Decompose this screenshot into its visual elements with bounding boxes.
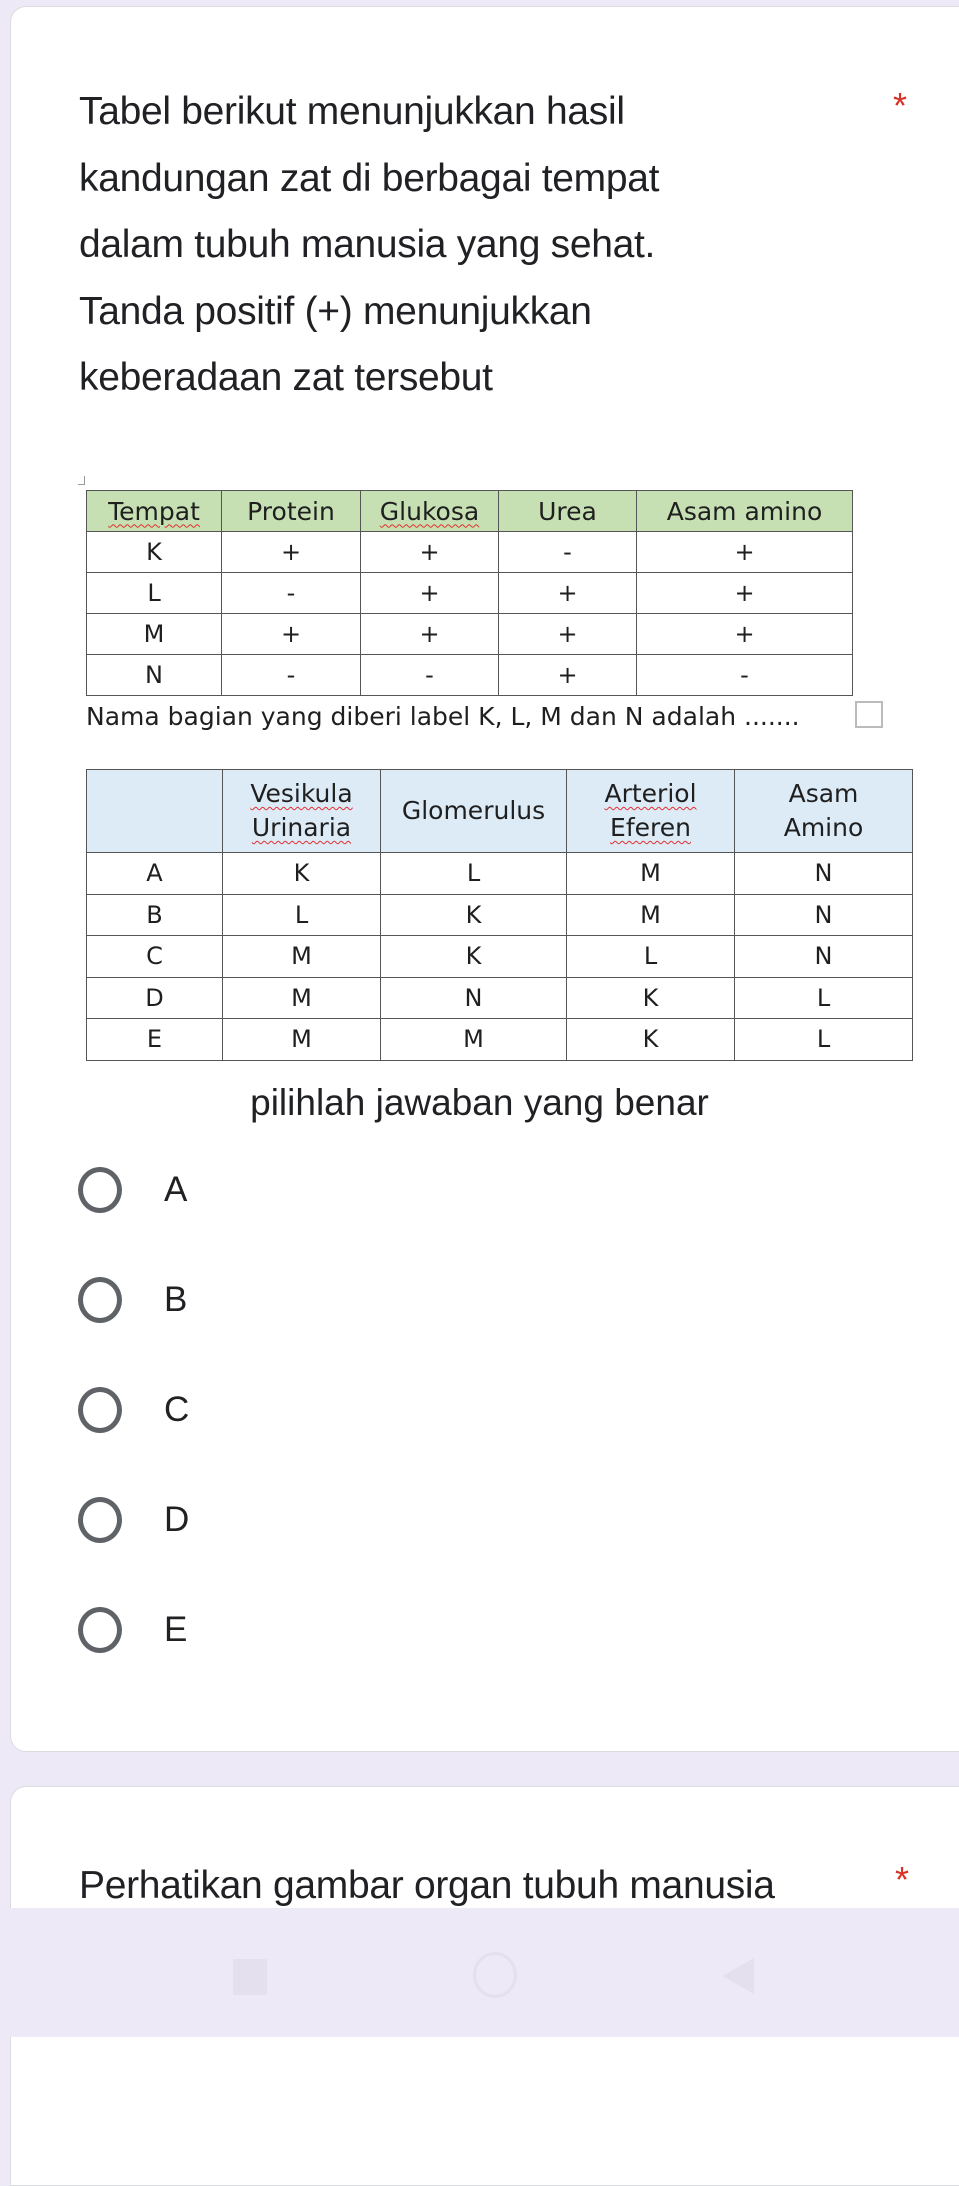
table-header-row bbox=[87, 491, 853, 532]
table-cell: + bbox=[637, 532, 853, 573]
back-triangle-icon[interactable] bbox=[722, 1958, 754, 1994]
table-cell: - bbox=[222, 655, 361, 696]
table-cell: N bbox=[381, 977, 567, 1019]
table-header-row bbox=[87, 770, 913, 853]
table-cell: M bbox=[87, 614, 222, 655]
home-circle-icon[interactable] bbox=[473, 1952, 517, 1998]
table-cell: C bbox=[87, 936, 223, 978]
option-label: B bbox=[164, 1280, 188, 1319]
table-cell: L bbox=[735, 1019, 913, 1061]
table-cell: + bbox=[361, 614, 499, 655]
radio-unchecked-icon[interactable] bbox=[78, 1167, 122, 1213]
question-title: Tabel berikut menunjukkan hasil kandungan zat di berbagai tempat dalam tubuh manusia yang sehat. Tanda positif (+) menunjukkan keberadaan zat tersebut bbox=[79, 90, 660, 399]
table-cell: - bbox=[361, 655, 499, 696]
table-cell: K bbox=[87, 532, 222, 573]
table-cell: M bbox=[567, 894, 735, 936]
table-row bbox=[87, 655, 853, 696]
header-vesikula-urinaria bbox=[223, 770, 381, 853]
table-cell: M bbox=[567, 853, 735, 895]
table-cell: L bbox=[735, 977, 913, 1019]
header-line: Amino bbox=[783, 813, 864, 842]
required-asterisk: * bbox=[895, 1859, 910, 1900]
table-cell: N bbox=[735, 894, 913, 936]
image-corner-mark bbox=[78, 476, 85, 485]
table-cell: + bbox=[361, 573, 499, 614]
header-empty bbox=[87, 770, 223, 853]
table-cell: K bbox=[567, 977, 735, 1019]
header-line: Urinaria bbox=[251, 813, 352, 842]
header-arteriol-eferen bbox=[567, 770, 735, 853]
table-cell: D bbox=[87, 977, 223, 1019]
table-cell: K bbox=[567, 1019, 735, 1061]
table-row bbox=[87, 853, 913, 895]
table-cell: B bbox=[87, 894, 223, 936]
required-asterisk: * bbox=[893, 85, 908, 126]
table-cell: M bbox=[223, 1019, 381, 1061]
option-d[interactable] bbox=[78, 1490, 189, 1550]
checkbox-glyph-icon bbox=[855, 701, 883, 728]
header-asam-amino: Asam amino bbox=[637, 491, 853, 532]
table-cell: N bbox=[735, 936, 913, 978]
header-line: Asam bbox=[788, 779, 859, 808]
header-glomerulus: Glomerulus bbox=[381, 770, 567, 853]
table-row bbox=[87, 532, 853, 573]
option-e[interactable] bbox=[78, 1600, 187, 1660]
answer-key-table bbox=[86, 769, 913, 1061]
header-tempat: Tempat bbox=[108, 496, 200, 526]
table-cell: L bbox=[567, 936, 735, 978]
table-cell: - bbox=[637, 655, 853, 696]
table-cell: K bbox=[223, 853, 381, 895]
radio-unchecked-icon[interactable] bbox=[78, 1387, 122, 1433]
header-asam-amino bbox=[735, 770, 913, 853]
table-row bbox=[87, 936, 913, 978]
radio-unchecked-icon[interactable] bbox=[78, 1497, 122, 1543]
table-cell: + bbox=[361, 532, 499, 573]
header-line: Arteriol bbox=[604, 779, 697, 808]
recents-square-icon[interactable] bbox=[233, 1959, 267, 1995]
table-row bbox=[87, 894, 913, 936]
table-cell: - bbox=[499, 532, 637, 573]
table-cell: + bbox=[222, 532, 361, 573]
header-glukosa: Glukosa bbox=[379, 496, 480, 526]
table-row bbox=[87, 614, 853, 655]
header-urea: Urea bbox=[499, 491, 637, 532]
table-cell: + bbox=[637, 614, 853, 655]
table-cell: M bbox=[223, 936, 381, 978]
option-label: E bbox=[164, 1610, 188, 1649]
table-cell: L bbox=[381, 853, 567, 895]
substance-table bbox=[86, 490, 853, 696]
table-cell: - bbox=[222, 573, 361, 614]
table-cell: + bbox=[499, 573, 637, 614]
table-cell: E bbox=[87, 1019, 223, 1061]
system-nav-bar bbox=[0, 1908, 959, 2037]
table-cell: + bbox=[499, 655, 637, 696]
header-protein: Protein bbox=[222, 491, 361, 532]
option-a[interactable] bbox=[78, 1160, 187, 1220]
option-c[interactable] bbox=[78, 1380, 189, 1440]
table-cell: + bbox=[222, 614, 361, 655]
table-cell: + bbox=[499, 614, 637, 655]
radio-unchecked-icon[interactable] bbox=[78, 1607, 122, 1653]
table-cell: L bbox=[223, 894, 381, 936]
header-line: Vesikula bbox=[250, 779, 353, 808]
option-label: D bbox=[164, 1500, 190, 1539]
table-cell: M bbox=[381, 1019, 567, 1061]
table-cell: N bbox=[735, 853, 913, 895]
option-label: A bbox=[164, 1170, 188, 1209]
table-row bbox=[87, 977, 913, 1019]
table-cell: L bbox=[87, 573, 222, 614]
table-row bbox=[87, 1019, 913, 1061]
option-label: C bbox=[164, 1390, 190, 1429]
header-line: Eferen bbox=[610, 813, 691, 842]
image-caption: Nama bagian yang diberi label K, L, M dan N adalah ....... bbox=[86, 702, 800, 731]
table-cell: M bbox=[223, 977, 381, 1019]
table-cell: + bbox=[637, 573, 853, 614]
table-cell: A bbox=[87, 853, 223, 895]
table-row bbox=[87, 573, 853, 614]
option-b[interactable] bbox=[78, 1270, 187, 1330]
table-cell: K bbox=[381, 894, 567, 936]
instruction-text: pilihlah jawaban yang benar bbox=[250, 1082, 709, 1123]
table-cell: N bbox=[87, 655, 222, 696]
question-title: Perhatikan gambar organ tubuh manusia bbox=[79, 1864, 775, 1907]
radio-unchecked-icon[interactable] bbox=[78, 1277, 122, 1323]
table-cell: K bbox=[381, 936, 567, 978]
